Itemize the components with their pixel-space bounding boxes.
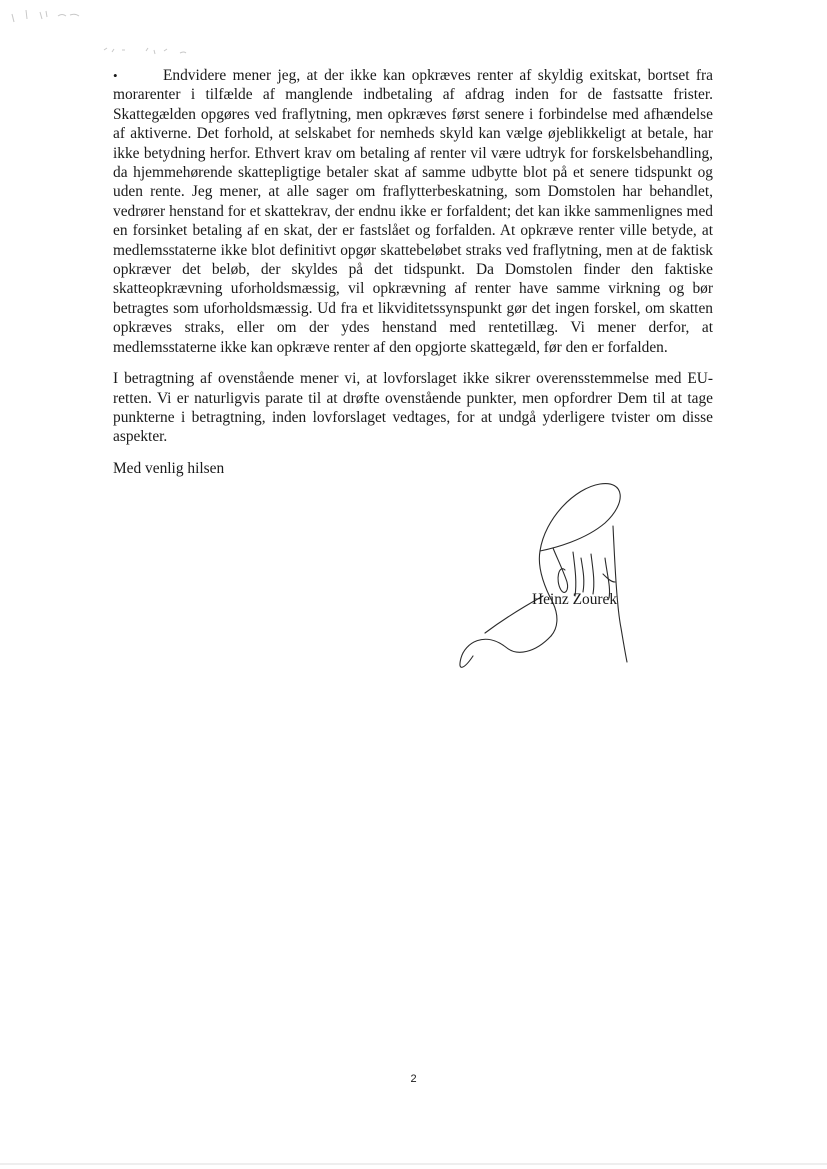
signatory-name: Heinz Zourek: [532, 591, 618, 608]
bullet-marker: •: [113, 68, 118, 83]
conclusion-paragraph: I betragtning af ovenstående mener vi, at lovforslaget ikke sikrer overensstemmelse med EU-retten. Vi er naturligvis parate til at drøfte ovenstående punkter, men opfordrer Dem til at tage punkterne i betragtning, inden lovforslaget vedtages, for at undgå yderligere tvister om disse aspekter.: [113, 370, 713, 446]
letter-body: [113, 66, 713, 478]
closing-salutation: Med venlig hilsen: [113, 459, 225, 477]
handwritten-signature: [455, 478, 655, 678]
bullet-paragraph: [113, 66, 713, 357]
scan-artifact-marks: [0, 0, 827, 60]
page-number: 2: [410, 1073, 417, 1085]
bullet-paragraph-text: Endvidere mener jeg, at der ikke kan opkræves renter af skyldig exitskat, bortset fra morarenter i tilfælde af manglende indbetaling af afdrag inden for de fastsatte frister. Skattegælden opgøres ved fraflytning, men opkræves først senere i forbindelse med afhændelse af aktiverne. Det forhold, at selskabet for nemheds skyld kan vælge øjeblikkeligt at betale, har ikke betydning herfor. Ethvert krav om betaling af renter vil være udtryk for forskelsbehandling, da hjemmehørende skattepligtige betaler skat af samme udbytte blot på et senere tidspunkt og uden rente. Jeg mener, at alle sager om fraflytterbeskatning, som Domstolen har behandlet, vedrører henstand for et skattekrav, der endnu ikke er forfaldent; det kan ikke sammenlignes med en forsinket betaling af en skat, der er fastslået og forfalden. At opkræve renter ville betyde, at medlemsstaterne ikke blot definitivt opgør skattebeløbet straks ved fraflytning, men at de faktisk opkræver det beløb, der skyldes på det tidspunkt. Da Domstolen finder den faktiske skatteopkrævning uforholdsmæssig, vil opkrævning af renter have samme virkning og bør betragtes som uforholdsmæssig. Ud fra et likviditetssynspunkt gør det ingen forskel, om skatten opkræves straks, eller om der ydes henstand med rentetillæg. Vi mener derfor, at medlemsstaterne ikke kan opkræve renter af den opgjorte skattegæld, før den er forfalden.: [113, 67, 713, 356]
scan-bottom-edge: [0, 1163, 827, 1165]
